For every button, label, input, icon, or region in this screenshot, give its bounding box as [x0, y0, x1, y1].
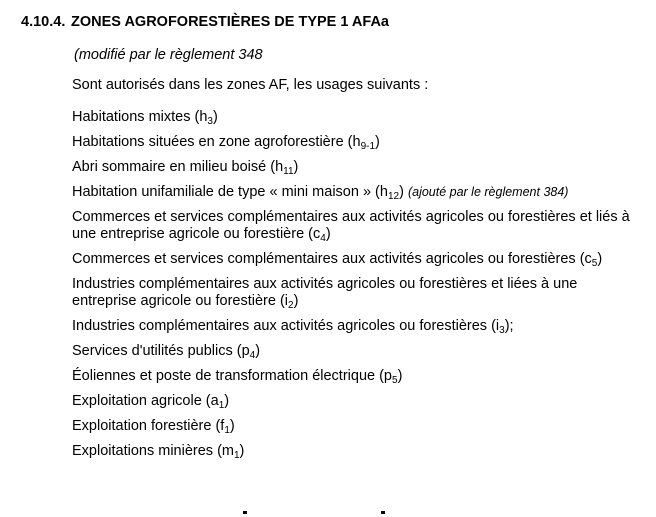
section-title: ZONES AGROFORESTIÈRES DE TYPE 1 AFAa: [71, 14, 389, 30]
cutoff-text-fragment: [381, 511, 385, 514]
list-item: Habitations situées en zone agroforestière $(h_{9-1})$: [72, 134, 380, 152]
list-item: Exploitation agricole $(a_1)$: [72, 393, 230, 411]
list-item: Éoliennes et poste de transformation électrique $(p_5)$: [72, 368, 403, 386]
intro-paragraph: Sont autorisés dans les zones AF, les usages suivants :: [72, 77, 429, 93]
list-item: Commerces et services complémentaires aux activités agricoles ou forestières $(c_5)$: [72, 251, 603, 269]
modification-note: (modifié par le règlement 348: [74, 47, 263, 63]
list-item: Industries complémentaires aux activités agricoles ou forestières $(i_3)$;: [72, 318, 514, 336]
list-item: Habitation unifamiliale de type « mini maison » $(h_{12})$ (ajouté par le règlement 384): [72, 184, 569, 202]
list-item: Abri sommaire en milieu boisé $(h_{11})$: [72, 159, 299, 177]
list-item: Industries complémentaires aux activités agricoles ou forestières et liées à une entreprise agricole ou forestière $(i_2)$: [72, 276, 578, 311]
section-number: 4.10.4.: [21, 14, 66, 30]
cutoff-text-fragment: [243, 511, 247, 514]
list-item: Services d'utilités publics $(p_4)$: [72, 343, 261, 361]
amendment-note: (ajouté par le règlement 384): [407, 185, 569, 199]
section-heading: [21, 14, 389, 30]
list-item: Habitations mixtes $(h_3)$: [72, 109, 218, 127]
list-item: Exploitation forestière $(f_1)$: [72, 418, 235, 436]
list-item: Commerces et services complémentaires aux activités agricoles ou forestières et liés à une entreprise agricole ou forestière $(c_4)$: [72, 209, 630, 244]
list-item: Exploitations minières $(m_1)$: [72, 443, 245, 461]
authorized-uses-list: [72, 109, 642, 468]
